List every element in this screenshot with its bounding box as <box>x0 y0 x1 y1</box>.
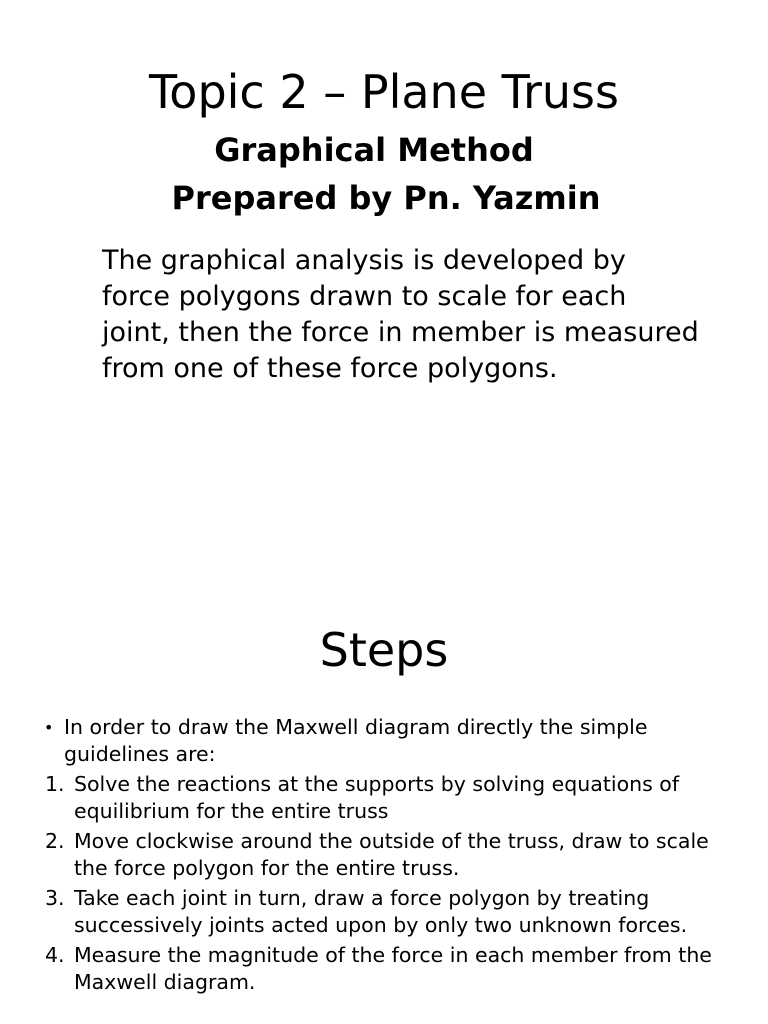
list-item-text: Take each joint in turn, draw a force polygon by treating successively joints acted upon by only two unknown forces. <box>74 886 688 937</box>
list-item-text: Move clockwise around the outside of the truss, draw to scale the force polygon for the entire truss. <box>74 829 709 880</box>
steps-list <box>40 714 740 999</box>
slide-steps <box>0 576 768 1024</box>
bullet-marker: • <box>44 718 54 737</box>
step-number: 1. <box>45 772 65 796</box>
slide-subtitle-method: Graphical Method <box>214 131 534 169</box>
slide-title: Steps <box>319 623 449 677</box>
intro-paragraph: The graphical analysis is developed by force polygons drawn to scale for each joint, then the force in member is measured from one of these force polygons. <box>102 245 699 384</box>
list-item-step-4 <box>40 942 740 996</box>
list-item-step-1 <box>40 771 740 825</box>
slide-title: Topic 2 – Plane Truss <box>149 65 619 119</box>
list-item-text: Measure the magnitude of the force in each member from the Maxwell diagram. <box>74 943 712 994</box>
list-item-step-2 <box>40 828 740 882</box>
list-item-text: In order to draw the Maxwell diagram directly the simple guidelines are: <box>64 715 648 766</box>
list-item-step-3 <box>40 885 740 939</box>
step-number: 4. <box>45 943 65 967</box>
slide-subtitle-author: Prepared by Pn. Yazmin <box>171 179 601 217</box>
step-number: 3. <box>45 886 65 910</box>
list-item-intro <box>40 714 740 768</box>
list-item-text: Solve the reactions at the supports by solving equations of equilibrium for the entire truss <box>74 772 680 823</box>
step-number: 2. <box>45 829 65 853</box>
